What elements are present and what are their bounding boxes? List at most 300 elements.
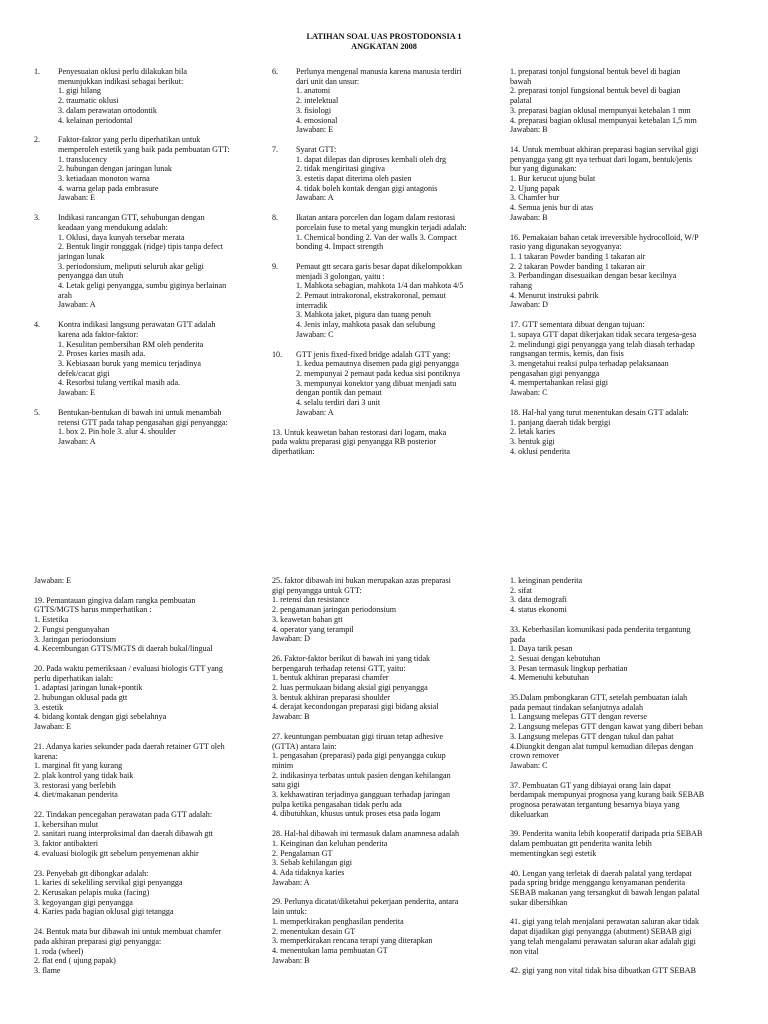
question-text-line: 4. Menurut instruksi pabrik — [510, 290, 599, 300]
text-line — [272, 223, 498, 233]
question-block — [34, 596, 266, 654]
question-text-line: 20. Pada waktu pemeriksaan / evaluasi biologis GTT yang — [34, 663, 223, 673]
text-line — [510, 898, 742, 908]
question-text-line: memperoleh estetik yang baik pada pembuatan GTT: — [58, 144, 230, 154]
text-line — [272, 809, 504, 819]
text-line — [34, 271, 260, 281]
question-block — [34, 213, 260, 310]
text-line — [34, 722, 266, 732]
question-text-line: minim — [272, 760, 294, 770]
question-block — [272, 213, 498, 252]
text-line — [510, 242, 742, 252]
text-line — [34, 898, 266, 908]
question-text-line: 3. Perbandingan disesuaikan dengan besar kecilnya — [510, 271, 677, 281]
question-text-line: rangsangan termis, kemis, dan fisis — [510, 349, 624, 359]
question-text-line: 3. mempunyai konektor yang dibuat menjadi satu — [296, 378, 457, 388]
question-text-line: 2. Pemaut intrakoronal, ekstrakoronal, pemaut — [296, 291, 446, 301]
text-line — [272, 369, 498, 379]
question-text-line: perlu diperhatikan ialah: — [34, 673, 114, 683]
question-text-line: prognosa perawatan tergantung besarnya biaya yang — [510, 800, 680, 810]
question-block — [272, 428, 498, 457]
text-line — [34, 683, 266, 693]
text-line — [510, 233, 742, 243]
text-line — [272, 615, 504, 625]
question-block — [272, 829, 504, 887]
text-line — [34, 742, 266, 752]
question-block — [510, 67, 742, 135]
text-line — [510, 878, 742, 888]
question-text-line: GTTS/MGTS harus mmperhatikan : — [34, 605, 152, 615]
question-text-line: Jawaban: A — [58, 436, 96, 446]
question-number: 7. — [272, 144, 279, 154]
question-text-line: 18. Hal-hal yang turut menentukan desain GTT adalah: — [510, 407, 689, 417]
question-text-line: Jawaban: E — [296, 125, 334, 135]
text-line — [34, 820, 266, 830]
text-line — [34, 644, 266, 654]
text-line — [34, 437, 260, 447]
text-line — [510, 349, 742, 359]
text-line — [272, 897, 504, 907]
text-line — [34, 369, 260, 379]
question-text-line: Penyesuaian oklusi perlu dilakukan bila — [58, 67, 188, 76]
question-text-line: 2. plak kontrol yang tidak baik — [34, 770, 134, 780]
text-line — [34, 956, 266, 966]
question-text-line: Jawaban: B — [510, 125, 548, 135]
text-line — [34, 888, 266, 898]
text-line — [272, 605, 504, 615]
question-text-line: keadaan yang mendukung adalah: — [58, 222, 168, 232]
text-line — [272, 272, 498, 282]
text-line — [34, 596, 266, 606]
text-line — [272, 693, 504, 703]
question-block — [34, 869, 266, 918]
text-line — [510, 673, 742, 683]
question-text-line: 3. kegoyangan gigi penyangga — [34, 897, 133, 907]
question-block — [510, 781, 742, 820]
text-line — [272, 927, 504, 937]
text-line — [510, 644, 742, 654]
question-text-line: dalam pembuatan gtt penderita wanita lebih — [510, 839, 652, 849]
question-text-line: dengan pontik dan pemaut — [296, 388, 382, 398]
question-text-line: 3. fisiologi — [296, 105, 332, 115]
text-line — [510, 447, 742, 457]
text-line — [34, 233, 260, 243]
text-line — [272, 878, 504, 888]
text-line — [510, 751, 742, 761]
text-line — [510, 408, 742, 418]
text-line — [510, 869, 742, 879]
text-line — [510, 800, 742, 810]
question-text-line: Jawaban: D — [510, 300, 548, 310]
text-line — [34, 378, 260, 388]
text-line — [272, 359, 498, 369]
question-text-line: 2. flat end ( ujung papak) — [34, 956, 116, 966]
text-line — [34, 67, 260, 77]
question-text-line: 4. menentukan lama pembuatan GT — [272, 945, 388, 955]
text-line — [510, 595, 742, 605]
question-text-line: pada waktu preparasi gigi penyangga RB posterior — [272, 437, 437, 447]
question-text-line: 1. Kesulitan pembersihan RM oleh penderita — [58, 339, 204, 349]
question-text-line: 17. GTT sementara dibuat dengan tujuan: — [510, 320, 645, 330]
text-line — [510, 164, 742, 174]
title-line-1: LATIHAN SOAL UAS PROSTODONSIA 1 — [306, 32, 462, 41]
question-text-line: menunjukkan indikasi sebagai berikut: — [58, 76, 184, 86]
question-text-line: dari unit dan unsur: — [296, 76, 360, 86]
text-line — [34, 761, 266, 771]
text-line — [510, 330, 742, 340]
question-number: 2. — [34, 135, 41, 145]
question-block — [272, 732, 504, 819]
title-line-2: ANGKATAN 2008 — [351, 42, 417, 51]
text-line — [510, 790, 742, 800]
text-line — [510, 937, 742, 947]
text-line — [34, 86, 260, 96]
question-text-line: 2. sanitari ruang interproksimal dan daerah dibawah gtt — [34, 829, 213, 839]
text-line — [34, 927, 266, 937]
text-line — [34, 135, 260, 145]
question-number: 6. — [272, 67, 279, 76]
question-text-line: rasio yang digunakan seyogyanya: — [510, 242, 622, 252]
question-text-line: 2. 2 takaran Powder banding 1 takaran air — [510, 261, 646, 271]
text-line — [34, 712, 266, 722]
text-line — [34, 829, 266, 839]
question-block — [510, 233, 742, 311]
text-line — [510, 213, 742, 223]
question-text-line: 1. preparasi tonjol fungsional bentuk bevel di bagian — [510, 67, 681, 76]
question-text-line: 4. status ekonomi — [510, 605, 567, 615]
question-text-line: Jawaban: C — [510, 760, 548, 770]
question-text-line: 4. kelainan periodontal — [58, 115, 133, 125]
question-text-line: 3. bentuk akhiran preparasi shoulder — [272, 692, 390, 702]
question-text-line: 1. adaptasi jaringan lunak+pontik — [34, 683, 143, 693]
question-text-line: 33. Keberhasilan komunikasi pada penderita tergantung — [510, 624, 691, 634]
text-line — [272, 116, 498, 126]
question-text-line: bonding 4. Impact strength — [296, 242, 384, 252]
text-line — [272, 174, 498, 184]
text-line — [272, 408, 498, 418]
question-text-line: Ikatan antara porcelen dan logam dalam restorasi — [296, 213, 456, 223]
text-line — [510, 145, 742, 155]
text-line — [510, 703, 742, 713]
question-text-line: 4.Diungkit dengan alat tumpul kemudian dilepas dengan — [510, 741, 694, 751]
question-text-line: 2. hubungan dengan jaringan lunak — [58, 164, 172, 174]
question-text-line: 25. faktor dibawah ini bukan merupakan azas preparasi — [272, 576, 451, 585]
text-line — [272, 732, 504, 742]
question-text-line: mementingkan segi estetik — [510, 848, 597, 858]
question-text-line: 1. Langsung melepas GTT dengan reverse — [510, 712, 647, 722]
text-line — [510, 888, 742, 898]
page1-column-3 — [510, 67, 742, 466]
text-line — [510, 203, 742, 213]
question-block — [34, 135, 260, 203]
text-line — [34, 291, 260, 301]
text-line — [510, 586, 742, 596]
question-text-line: penyangga dan utuh — [58, 271, 124, 281]
text-line — [510, 625, 742, 635]
text-line — [272, 447, 498, 457]
question-text-line: 1. bentuk akhiran preparasi chamfer — [272, 673, 389, 683]
question-text-line: 1. Estetika — [34, 615, 69, 625]
question-block — [510, 829, 742, 858]
question-text-line: gigi penyangga untuk GTT: — [272, 585, 362, 595]
text-line — [34, 605, 266, 615]
text-line — [34, 664, 266, 674]
question-text-line: 3. Chamfer bur — [510, 193, 560, 203]
text-line — [510, 829, 742, 839]
text-line — [272, 917, 504, 927]
text-line — [272, 595, 504, 605]
question-text-line: 2. Proses karies masih ada. — [58, 349, 146, 359]
question-text-line: 2. intelektual — [296, 96, 339, 106]
question-block — [34, 927, 266, 976]
text-line — [272, 712, 504, 722]
text-line — [272, 388, 498, 398]
question-block — [272, 350, 498, 418]
text-line — [510, 340, 742, 350]
text-line — [34, 359, 260, 369]
question-text-line: 1. Chemical bonding 2. Van der walls 3. Compact — [296, 232, 458, 242]
text-line — [34, 674, 266, 684]
question-text-line: 2. melindungi gigi penyangga yang telah diasah terhadap — [510, 339, 695, 349]
question-text-line: Jawaban: C — [510, 388, 548, 398]
text-line — [272, 398, 498, 408]
question-block — [272, 654, 504, 722]
question-text-line: 3. periodonsium, meliputi seluruh akar geligi — [58, 261, 204, 271]
question-text-line: diperhatikan: — [272, 446, 315, 456]
text-line — [272, 77, 498, 87]
question-text-line: GTT jenis fixed-fixed bridge adalah GTT yang: — [296, 349, 451, 359]
question-text-line: 2. indikasinya terbatas untuk pasien dengan kehilangan — [272, 770, 451, 780]
question-text-line: 4. Semua jenis bur di atas — [510, 203, 594, 213]
question-text-line: 4. Ada tidaknya karies — [272, 867, 345, 877]
question-text-line: 4. tidak boleh kontak dengan gigi antagonis — [296, 183, 438, 193]
text-line — [510, 378, 742, 388]
text-line — [510, 781, 742, 791]
text-line — [272, 193, 498, 203]
text-line — [272, 145, 498, 155]
text-line — [272, 576, 504, 586]
text-line — [34, 242, 260, 252]
question-text-line: sukar dibersihkan — [510, 897, 568, 907]
question-text-line: 1. gigi hilang — [58, 86, 101, 96]
question-text-line: 3. Langsung melepas GTT dengan tukul dan pahat — [510, 731, 674, 741]
question-text-line: 1. keinginan penderita — [510, 576, 583, 585]
text-line — [34, 937, 266, 947]
question-text-line: 4. selalu terdiri dari 3 unit — [296, 398, 381, 408]
question-block — [272, 262, 498, 340]
text-line — [272, 946, 504, 956]
text-line — [510, 320, 742, 330]
question-text-line: Jawaban: B — [510, 212, 548, 222]
question-text-line: 19. Pemantauan gingiva dalam rangka pembuatan — [34, 595, 196, 605]
text-line — [34, 116, 260, 126]
text-line — [510, 125, 742, 135]
text-line — [510, 849, 742, 859]
question-text-line: Perlunya mengenal manusia karena manusia terdiri — [296, 67, 462, 76]
question-block — [34, 810, 266, 859]
question-text-line: 1. Oklusi, daya kunyah tersebar merata — [58, 232, 185, 242]
text-line — [272, 790, 504, 800]
question-text-line: 27. keuntungan pembuatan gigi tiruan tetap adhesive — [272, 731, 444, 741]
question-text-line: 2. menentukan desain GT — [272, 926, 356, 936]
text-line — [34, 615, 266, 625]
text-line — [272, 350, 498, 360]
question-text-line: 4. emosional — [296, 115, 338, 125]
question-text-line: 13. Untuk keawetan bahan restorasi dari logam, maka — [272, 427, 447, 437]
question-text-line: 4. Resorbsi tulang vertikal masih ada. — [58, 378, 181, 388]
question-text-line: 2. luas permukaan bidang aksial gigi penyangga — [272, 683, 428, 693]
question-text-line: penyangga yang gtt nya terbuat dari logam, bentuk/jenis — [510, 154, 693, 164]
text-line — [510, 742, 742, 752]
text-line — [34, 427, 260, 437]
text-line — [272, 858, 504, 868]
question-text-line: pada spring bridge menggangu kenyamanan penderita — [510, 878, 686, 888]
question-text-line: 2. Sesuai dengan kebutuhan — [510, 653, 601, 663]
question-text-line: 2. mempunyai 2 pemaut pada kedua sisi pontiknya — [296, 368, 461, 378]
question-text-line: Indikasi rancangan GTT, sehubungan dengan — [58, 213, 205, 223]
text-line — [510, 839, 742, 849]
text-line — [272, 437, 498, 447]
text-line — [510, 576, 742, 586]
question-text-line: 41. gigi yang telah menjalani perawatan saluran akar tidak — [510, 917, 700, 927]
question-text-line: 2. hubungan oklusal pada gtt — [34, 693, 128, 703]
text-line — [510, 635, 742, 645]
question-block — [34, 67, 260, 125]
question-text-line: 4. dibutuhkan, khusus untuk proses etsa pada logam — [272, 809, 441, 819]
text-line — [272, 936, 504, 946]
question-text-line: 2. Ujung papak — [510, 183, 560, 193]
text-line — [272, 428, 498, 438]
question-block — [34, 320, 260, 398]
question-text-line: bawah — [510, 76, 532, 86]
question-text-line: 16. Pemakaian bahan cetak irreversible hydrocolloid, W/P — [510, 232, 699, 242]
text-line — [34, 281, 260, 291]
question-text-line: 4. Jenis inlay, mahkota pasak dan selubung — [296, 320, 436, 330]
text-line — [272, 379, 498, 389]
question-text-line: lain untuk: — [272, 907, 307, 917]
question-number: 3. — [34, 213, 41, 223]
question-block — [510, 576, 742, 615]
question-text-line: 24. Bentuk mata bur dibawah ini untuk membuat chamfer — [34, 927, 222, 937]
question-text-line: Jawaban: A — [58, 300, 96, 310]
page2-column-3 — [510, 576, 742, 986]
question-text-line: 1. Mahkota sebagian, mahkota 1/4 dan mahkota 4/5 — [296, 281, 464, 291]
text-line — [272, 780, 504, 790]
text-line — [510, 155, 742, 165]
question-number: 1. — [34, 67, 41, 76]
question-text-line: 2. preparasi tonjol fungsional bentuk bevel di bagian — [510, 86, 681, 96]
question-block — [34, 664, 266, 732]
question-text-line: porcelain fuse to metal yang mungkin terjadi adalah: — [296, 222, 467, 232]
question-block — [34, 576, 266, 586]
text-line — [272, 800, 504, 810]
text-line — [34, 771, 266, 781]
text-line — [510, 966, 742, 976]
question-block — [510, 693, 742, 771]
text-line — [510, 947, 742, 957]
question-text-line: 3. Sebab kehilangan gigi — [272, 858, 353, 868]
text-line — [34, 907, 266, 917]
question-block — [510, 408, 742, 457]
text-line — [272, 301, 498, 311]
text-line — [34, 849, 266, 859]
text-line — [272, 664, 504, 674]
text-line — [272, 242, 498, 252]
text-line — [510, 654, 742, 664]
question-text-line: 3. estetis dapat diterima oleh pasien — [296, 174, 412, 184]
text-line — [34, 418, 260, 428]
text-line — [34, 781, 266, 791]
question-text-line: non vital — [510, 946, 539, 956]
question-text-line: 1. kedua pemautnya disemen pada gigi penyangga — [296, 359, 459, 369]
question-text-line: 3. flame — [34, 965, 61, 975]
text-line — [510, 437, 742, 447]
question-text-line: 1. supaya GTT dapat dikerjakan tidak secara tergesa-gesa — [510, 329, 697, 339]
text-line — [272, 702, 504, 712]
text-line — [34, 155, 260, 165]
text-line — [510, 300, 742, 310]
question-text-line: 2. letak karies — [510, 427, 556, 437]
question-text-line: Jawaban: A — [296, 193, 334, 203]
text-line — [34, 193, 260, 203]
question-text-line: 14. Untuk membuat akhiran preparasi bagian servikal gigi — [510, 144, 699, 154]
question-number: 9. — [272, 261, 279, 271]
page2-column-1 — [34, 576, 266, 986]
text-line — [272, 849, 504, 859]
text-line — [34, 869, 266, 879]
question-number: 4. — [34, 320, 41, 330]
question-text-line: 4. bidang kontak dengan gigi sebelahnya — [34, 712, 167, 722]
question-text-line: Faktor-faktor yang perlu diperhatikan untuk — [58, 135, 201, 145]
text-line — [510, 359, 742, 369]
question-text-line: arah — [58, 290, 72, 300]
text-line — [510, 810, 742, 820]
question-text-line: Syarat GTT: — [296, 144, 337, 154]
text-line — [510, 664, 742, 674]
question-text-line: 35.Dalam pmbongkaran GTT, setelah pembuatan ialah — [510, 693, 688, 703]
question-block — [34, 742, 266, 800]
question-text-line: 3. ketiadaan monoton warna — [58, 174, 150, 184]
question-text-line: 3. preparasi bagian oklusal mempunyai ketebalan 1 mm — [510, 105, 691, 115]
text-line — [34, 878, 266, 888]
question-text-line: 4. Memenuhi kebutuhan — [510, 673, 589, 683]
question-text-line: 21. Adanya karies sekunder pada daerah retainer GTT oleh — [34, 741, 225, 751]
question-number: 8. — [272, 213, 279, 223]
question-text-line: pulpa ketika pengasahan tidak perlu ada — [272, 799, 402, 809]
text-line — [34, 223, 260, 233]
text-line — [34, 106, 260, 116]
question-text-line: 3. Pesan termasuk lingkup perhatian — [510, 663, 628, 673]
question-text-line: 3. faktor antibakteri — [34, 839, 99, 849]
question-text-line: 4. derajat kecondongan preparasi gigi bidang aksial — [272, 702, 439, 712]
question-text-line: 2. tidak mengiritasi gingiva — [296, 164, 386, 174]
question-text-line: dapat dijadikan gigi penyangga (abutment) SEBAB gigi — [510, 927, 692, 937]
question-block — [272, 576, 504, 644]
text-line — [510, 722, 742, 732]
question-number: 10. — [272, 349, 283, 359]
text-line — [34, 790, 266, 800]
question-block — [510, 320, 742, 398]
text-line — [34, 839, 266, 849]
question-text-line: 1. memperkirakan penghasilan penderita — [272, 916, 404, 926]
text-line — [34, 330, 260, 340]
question-text-line: 37. Pembuatan GT yang dibiayai orang lain dapat — [510, 780, 671, 790]
text-line — [272, 742, 504, 752]
text-line — [510, 291, 742, 301]
question-block — [272, 897, 504, 965]
question-text-line: 4. diet/makanan penderita — [34, 790, 118, 800]
question-text-line: (GTTA) antara lain: — [272, 741, 337, 751]
